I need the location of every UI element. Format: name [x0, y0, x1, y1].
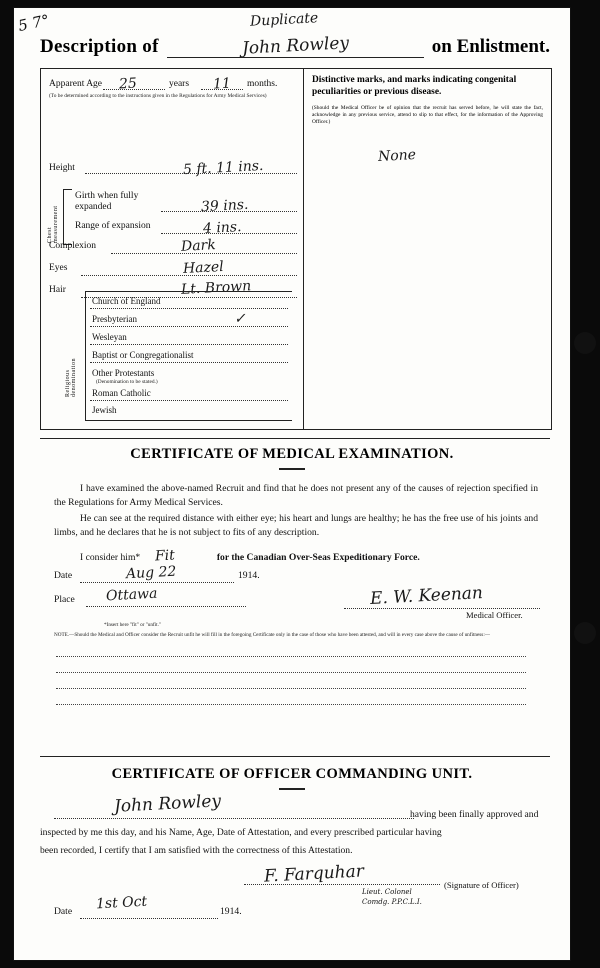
other-protestant-note: (Denomination to be stated.): [96, 379, 158, 385]
religion-option-3[interactable]: Baptist or Congregationalist: [92, 350, 194, 360]
description-left-column: [41, 69, 303, 429]
fitness-value: Fit: [154, 547, 175, 565]
distinctive-marks-value: None: [377, 147, 417, 165]
complexion-label: Complexion: [49, 241, 96, 251]
age-years-value: 25: [118, 75, 138, 93]
range-value: 4 ins.: [202, 219, 242, 237]
age-years-unit: years: [169, 79, 190, 89]
medical-date-label: Date: [54, 570, 73, 581]
range-label: Range of expansion: [75, 221, 151, 231]
film-sprocket-dot: [574, 332, 596, 354]
medical-para-2: He can see at the required distance with either eye; his heart and lungs are healthy; he has the free use of his joints and limbs, and he declares that he is not subject to fits of any description.: [54, 513, 538, 539]
duplicate-stamp: Duplicate: [249, 10, 319, 30]
hair-value: Lt. Brown: [180, 278, 252, 298]
girth-label: Girth when fully expanded: [75, 191, 139, 212]
religion-option-1[interactable]: Presbyterian: [92, 314, 137, 324]
religion-rule-0: [90, 308, 288, 309]
officer-date-year: 1914.: [220, 906, 242, 917]
height-label: Height: [49, 163, 75, 173]
medical-officer-signature: E. W. Keenan: [369, 583, 484, 609]
officer-rank-line-1: Lieut. Colonel: [362, 888, 412, 896]
religion-side-label: Religious denomination: [65, 358, 77, 397]
officer-signature-rule: [244, 884, 440, 885]
religion-option-2[interactable]: Wesleyan: [92, 332, 127, 342]
medical-date-value: Aug 22: [125, 563, 177, 583]
enlistee-name-field: [167, 33, 424, 59]
consider-him-label: I consider him*: [80, 552, 141, 563]
height-value: 5 ft. 11 ins.: [182, 157, 264, 179]
force-label: for the Canadian Over-Seas Expeditionary Force.: [216, 552, 420, 563]
medical-officer-rule: [344, 608, 540, 609]
chest-bracket: [63, 189, 72, 245]
blank-rule-4: [56, 704, 526, 705]
description-box: [40, 68, 552, 430]
officer-name-rule: [54, 818, 414, 819]
enlistee-name-handwriting: John Rowley: [241, 33, 350, 59]
title-suffix: on Enlistment.: [431, 36, 550, 57]
title-dash-2: [279, 788, 305, 790]
distinctive-marks-heading: Distinctive marks, and marks indicating congenital peculiarities or previous disease.: [312, 75, 517, 97]
officer-rank-line-2: Comdg. P.P.C.L.I.: [362, 898, 422, 906]
officer-line3: been recorded, I certify that I am satisfied with the correctness of this Attestation.: [40, 845, 353, 856]
religion-option-6[interactable]: Jewish: [92, 405, 117, 415]
hair-label: Hair: [49, 285, 66, 295]
medical-date-rule: [80, 582, 234, 583]
medical-date-year: 1914.: [238, 570, 260, 581]
commanding-officer-signature: F. Farquhar: [263, 861, 365, 887]
officer-date-label: Date: [54, 906, 73, 917]
officer-cert-name-handwriting: John Rowley: [113, 791, 222, 817]
officer-date-value: 1st Oct: [95, 893, 148, 913]
religion-check-mark: ✓: [233, 310, 247, 328]
officer-line2: inspected by me this day, and his Name, Age, Date of Attestation, and every prescribed particular having: [40, 827, 442, 838]
title-prefix: Description of: [40, 36, 159, 57]
medical-place-rule: [86, 606, 246, 607]
blank-rule-1: [56, 656, 526, 657]
age-note: (To be determined according to the instructions given in the Regulations for Army Medical Services): [49, 93, 267, 99]
religion-option-5[interactable]: Roman Catholic: [92, 388, 151, 398]
religion-rule-3: [90, 362, 288, 363]
religion-option-0[interactable]: Church of England: [92, 296, 161, 306]
eyes-label: Eyes: [49, 263, 68, 273]
officer-certificate-title: CERTIFICATE OF OFFICER COMMANDING UNIT.: [111, 766, 473, 782]
age-months-unit: months.: [247, 79, 278, 89]
corner-mark: 5 7°: [16, 10, 51, 36]
fit-unfit-note: *Insert here "fit" or "unfit.": [104, 622, 162, 628]
eyes-value: Hazel: [182, 258, 225, 278]
medical-place-value: Ottawa: [105, 585, 158, 605]
medical-fine-note: NOTE.—Should the Medical and Officer consider the Recruit unfit he will fill in the foregoing Certificate only in the case of those who have been attested, and will in every case above the cause of unfitness:—: [54, 632, 490, 638]
chest-measurement-side-label: Chest measurement: [47, 205, 59, 243]
officer-signature-caption: (Signature of Officer): [444, 880, 519, 890]
age-label: Apparent Age: [49, 79, 103, 89]
medical-para-1: I have examined the above-named Recruit and find that he does not present any of the causes of rejection specified in the Regulations for Army Medical Services.: [54, 483, 538, 509]
religion-rule-5: [90, 400, 288, 401]
medical-place-label: Place: [54, 594, 75, 605]
religion-rule-2: [90, 344, 288, 345]
medical-certificate-title: CERTIFICATE OF MEDICAL EXAMINATION.: [130, 446, 454, 462]
complexion-value: Dark: [180, 237, 217, 255]
scanned-document-page: [14, 8, 570, 960]
religion-box: [85, 291, 292, 421]
section-rule-1: [40, 438, 550, 439]
distinctive-marks-note: (Should the Medical Officer be of opinion that the recruit has served before, he will state the fact, acknowledge in any previous service, attend to slip to that effect, for the information of the Approving Officer.): [312, 104, 543, 125]
blank-rule-2: [56, 672, 526, 673]
age-months-value: 11: [212, 75, 232, 93]
title-dash-1: [279, 468, 305, 470]
document-title-row: [40, 33, 550, 59]
description-right-column: [304, 69, 551, 429]
girth-value: 39 ins.: [200, 196, 249, 216]
officer-date-rule: [80, 918, 218, 919]
religion-option-4[interactable]: Other Protestants: [92, 368, 155, 378]
religion-rule-1: [90, 326, 288, 327]
section-rule-2: [40, 756, 550, 757]
officer-line1-tail: having been finally approved and: [410, 809, 539, 820]
film-sprocket-dot: [574, 622, 596, 644]
medical-officer-caption: Medical Officer.: [466, 610, 523, 620]
blank-rule-3: [56, 688, 526, 689]
